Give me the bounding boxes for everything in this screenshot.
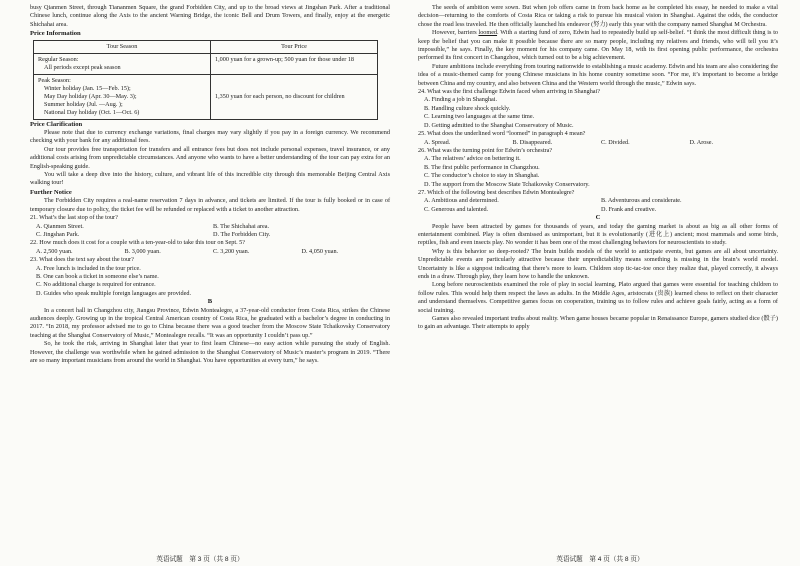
passage-c-paragraph-1: People have been attracted by games for thousands of years, and today the gaming market is about as big as all other forms of entertainment combined. Play is often dismissed as unimportant, but it is evolutionarily (进化上) ancient; most mammals and some birds, reptiles, fish and even insects play. No wonder it has been one of the most challenging behaviors for neuroscientists to study. bbox=[418, 222, 778, 247]
notice-paragraph: The Forbidden City requires a real-name reservation 7 days in advance, and tickets are limited. If the tour is fully booked or in case of temporary closure due to policy, the ticket fee will be refunded or replaced with a ticket to another attraction. bbox=[30, 197, 390, 213]
question-22: 22. How much does it cost for a couple with a ten-year-old to take this tour on Sept. 5? bbox=[30, 239, 246, 247]
clarification-paragraph-3: You will take a deep dive into the history, culture, and vibrant life of this incredible city through this memorable Beijing Central Axis walking tour! bbox=[30, 171, 390, 187]
option-d: D. 4,050 yuan. bbox=[301, 247, 339, 255]
section-b-heading: B bbox=[207, 298, 213, 306]
passage-b-paragraph-5: Future ambitions include everything from touring nationwide to establishing a music academy. Edwin and his team are also considering the idea of a music-themed camp for young Chinese musicians in his home country sometime soon. “For me, it’s important to become a bridge between China and my country, and also between China and the Western world through the music,” Edwin says. bbox=[418, 62, 778, 87]
further-notice-heading: Further Notice bbox=[30, 188, 72, 196]
regular-price-cell: 1,000 yuan for a grown-up; 500 yuan for those under 18 bbox=[211, 53, 378, 74]
peak-season-cell bbox=[34, 74, 211, 119]
passage-b-paragraph-3: The seeds of ambition were sown. But when job offers came in from back home as he completed his essay, he needed to make a vital decision—returning to the comforts of Costa Rica or taking a risk to pursue his musical vision in Shanghai. Against the odds, the conductor chose the road less traveled. He then officially launched his endeavor (努力) early this year with the company named Shanghai M Orchestra. bbox=[418, 4, 778, 28]
page-footer: 英语试题 第 4 页（共 8 页） bbox=[556, 556, 644, 563]
season-line: Summer holiday (Jul. —Aug. ); bbox=[44, 100, 123, 108]
option-c: C. Learning two languages at the same time. bbox=[424, 113, 535, 121]
season-line: May Day holiday (Apr. 30—May. 3); bbox=[44, 92, 137, 100]
price-clarification-heading: Price Clarification bbox=[30, 120, 83, 128]
season-line: All periods except peak season bbox=[44, 63, 121, 71]
option-a: A. Free lunch is included in the tour price. bbox=[36, 264, 141, 272]
option-b: B. Disappeared. bbox=[512, 138, 553, 146]
option-c: C. 3,200 yuan. bbox=[213, 247, 250, 255]
peak-price-cell: 1,350 yuan for each person, no discount for children bbox=[211, 74, 378, 119]
question-22-options bbox=[36, 248, 390, 256]
option-a: A. Spread. bbox=[424, 138, 451, 146]
price-table bbox=[33, 40, 378, 120]
underlined-word: loomed bbox=[478, 29, 498, 37]
text-span: . With a starting fund of zero, Edwin had to repeatedly build up self-belief. “I think the most difficult thing is to keep the belief that you can make it possible because there are so many people, including my relatives and friends, who will tell you it’s impossible,” he says. Finally, the key moment for his company came. On May 18, with its first opening public performance, the orchestra performed its first concert in Changzhou, which turned out to be a big achievement. bbox=[418, 29, 779, 62]
question-23: 23. What does the text say about the tour? bbox=[30, 256, 134, 264]
question-21: 21. What’s the last stop of the tour? bbox=[30, 214, 118, 222]
price-information-heading: Price Information bbox=[30, 30, 81, 38]
table-header-price: Tour Price bbox=[211, 40, 378, 53]
question-21-options bbox=[36, 223, 390, 240]
question-26: 26. What was the turning point for Edwin’s orchestra? bbox=[418, 146, 553, 154]
question-27-options bbox=[424, 197, 778, 214]
passage-c-paragraph-3: Long before neuroscientists examined the role of play in social learning, Plato argued that games were essential for teaching children to follow rules. This would help them respect the laws as adults. In the Middle Ages, aristocrats (贵族) learned chess to reflect on their character and understand themselves. Competitive games focus on cooperation, training us to follow rules and achieve goals fairly, acting as a form of social training. bbox=[418, 281, 778, 314]
option-c: C. Generous and talented. bbox=[424, 205, 489, 213]
table-header-season: Tour Season bbox=[34, 40, 211, 53]
clarification-paragraph-2: Our tour provides free transportation for transfers and all entrance fees but does not include personal expenses, travel insurance, or any additional costs arising from unpredictable circumstances. And anyone who wants to have a better understanding of the tour can pay extra for an English-speaking guide. bbox=[30, 145, 390, 170]
page-footer: 英语试题 第 3 页（共 8 页） bbox=[156, 556, 244, 563]
option-d: D. The Forbidden City. bbox=[213, 230, 271, 238]
option-b: B. The Shichahai area. bbox=[213, 222, 270, 230]
option-c: C. The conductor’s choice to stay in Shanghai. bbox=[424, 172, 540, 180]
question-25: 25. What does the underlined word “loomed” in paragraph 4 mean? bbox=[418, 130, 586, 138]
option-d: D. Guides who speak multiple foreign languages are provided. bbox=[36, 289, 191, 297]
option-a: A. Qianmen Street. bbox=[36, 222, 84, 230]
option-b: B. 3,000 yuan. bbox=[124, 247, 161, 255]
option-b: B. Adventurous and considerate. bbox=[601, 197, 682, 205]
text-span: However, barriers bbox=[432, 29, 479, 37]
option-c: C. No additional charge is required for entrance. bbox=[36, 281, 156, 289]
table-row bbox=[34, 53, 378, 74]
option-d: D. The support from the Moscow State Tchaikovsky Conservatory. bbox=[424, 180, 590, 188]
option-a: A. Ambitious and determined. bbox=[424, 197, 499, 205]
option-d: D. Frank and creative. bbox=[601, 205, 657, 213]
season-line: Peak Season: bbox=[38, 76, 71, 84]
season-line: Winter holiday (Jan. 15—Feb. 15); bbox=[44, 84, 131, 92]
passage-b-paragraph-2: So, he took the risk, arriving in Shanghai later that year to first learn Chinese—no easy action while pursuing the study of English. However, the challenge was worthwhile when he gained admission to the Shanghai Conservatory of Music’s master’s program in 2019. “There are so many important musicians from around the world in Shanghai. You have opportunities at every turn,” he says. bbox=[30, 340, 390, 364]
question-24: 24. What was the first challenge Edwin faced when arriving in Shanghai? bbox=[418, 88, 601, 96]
option-b: B. One can book a ticket in someone else’s name. bbox=[36, 272, 159, 280]
passage-b-paragraph-4 bbox=[418, 29, 778, 63]
section-c-heading: C bbox=[595, 214, 601, 222]
clarification-paragraph-1: Please note that due to currency exchange variations, final charges may vary slightly if you pay in a foreign currency. We recommend checking with your bank for any additional fees. bbox=[30, 129, 390, 145]
option-d: D. Arose. bbox=[689, 138, 714, 146]
regular-season-cell bbox=[34, 53, 211, 74]
table-row bbox=[34, 74, 378, 119]
question-27: 27. Which of the following best describes Edwin Montealegre? bbox=[418, 188, 575, 196]
option-c: C. Jingshan Park. bbox=[36, 230, 80, 238]
season-line: National Day holiday (Oct. 1—Oct. 6) bbox=[44, 108, 140, 116]
question-25-options bbox=[424, 139, 778, 147]
option-c: C. Divided. bbox=[601, 138, 630, 146]
season-line: Regular Season: bbox=[38, 55, 79, 63]
option-a: A. 2,500 yuan. bbox=[36, 247, 73, 255]
option-d: D. Getting admitted to the Shanghai Conservatory of Music. bbox=[424, 121, 574, 129]
right-page bbox=[400, 0, 800, 566]
passage-c-paragraph-4: Games also revealed important truths about reality. When game houses became popular in Renaissance Europe, gamers studied dice (骰子) to gain an advantage. Their attempts to apply bbox=[418, 315, 778, 331]
option-b: B. Handling culture shock quickly. bbox=[424, 104, 511, 112]
passage-b-paragraph-1: In a concert hall in Changzhou city, Jiangsu Province, Edwin Montealegre, a 37-year-old conductor from Costa Rica, strikes the Chinese audiences deeply. Growing up in the tropical Central American country of Costa Rica, he graduated with a bachelor’s degree in conducting in 2017. “In 2018, my professor advised me to go to China because there was a good teacher from the Moscow State Tchaikovsky Conservatory teaching at the Shanghai Conservatory of Music,” Montealegre recalls. “It was an opportunity I couldn’t pass up.” bbox=[30, 306, 390, 339]
option-b: B. The first public performance in Changzhou. bbox=[424, 163, 540, 171]
intro-paragraph: busy Qianmen Street, through Tiananmen Square, the grand Forbidden City, and up to the broad views at Jingshan Park. After a traditional Chinese lunch, continue along the Axis to the ancient Warning Bridge, the iconic Bell and Drum Towers, and finally, enjoy at the energetic Shichahai area. bbox=[30, 4, 390, 28]
option-a: A. Finding a job in Shanghai. bbox=[424, 96, 498, 104]
passage-c-paragraph-2: Why is this behavior so deep-rooted? The brain builds models of the world to anticipate events, but games are all about uncertainty. Unpredictable events are particularly attractive because their unpredictability means something is missing in the brain’s world model. Uncertainty is like a signpost indicating that there’s more to learn. Children stop tic-tac-toe once they realize that, played correctly, it always ends in a draw. Through play, they learn how to handle the unknown. bbox=[418, 247, 778, 280]
option-a: A. The relatives’ advice on bettering it. bbox=[424, 155, 521, 163]
